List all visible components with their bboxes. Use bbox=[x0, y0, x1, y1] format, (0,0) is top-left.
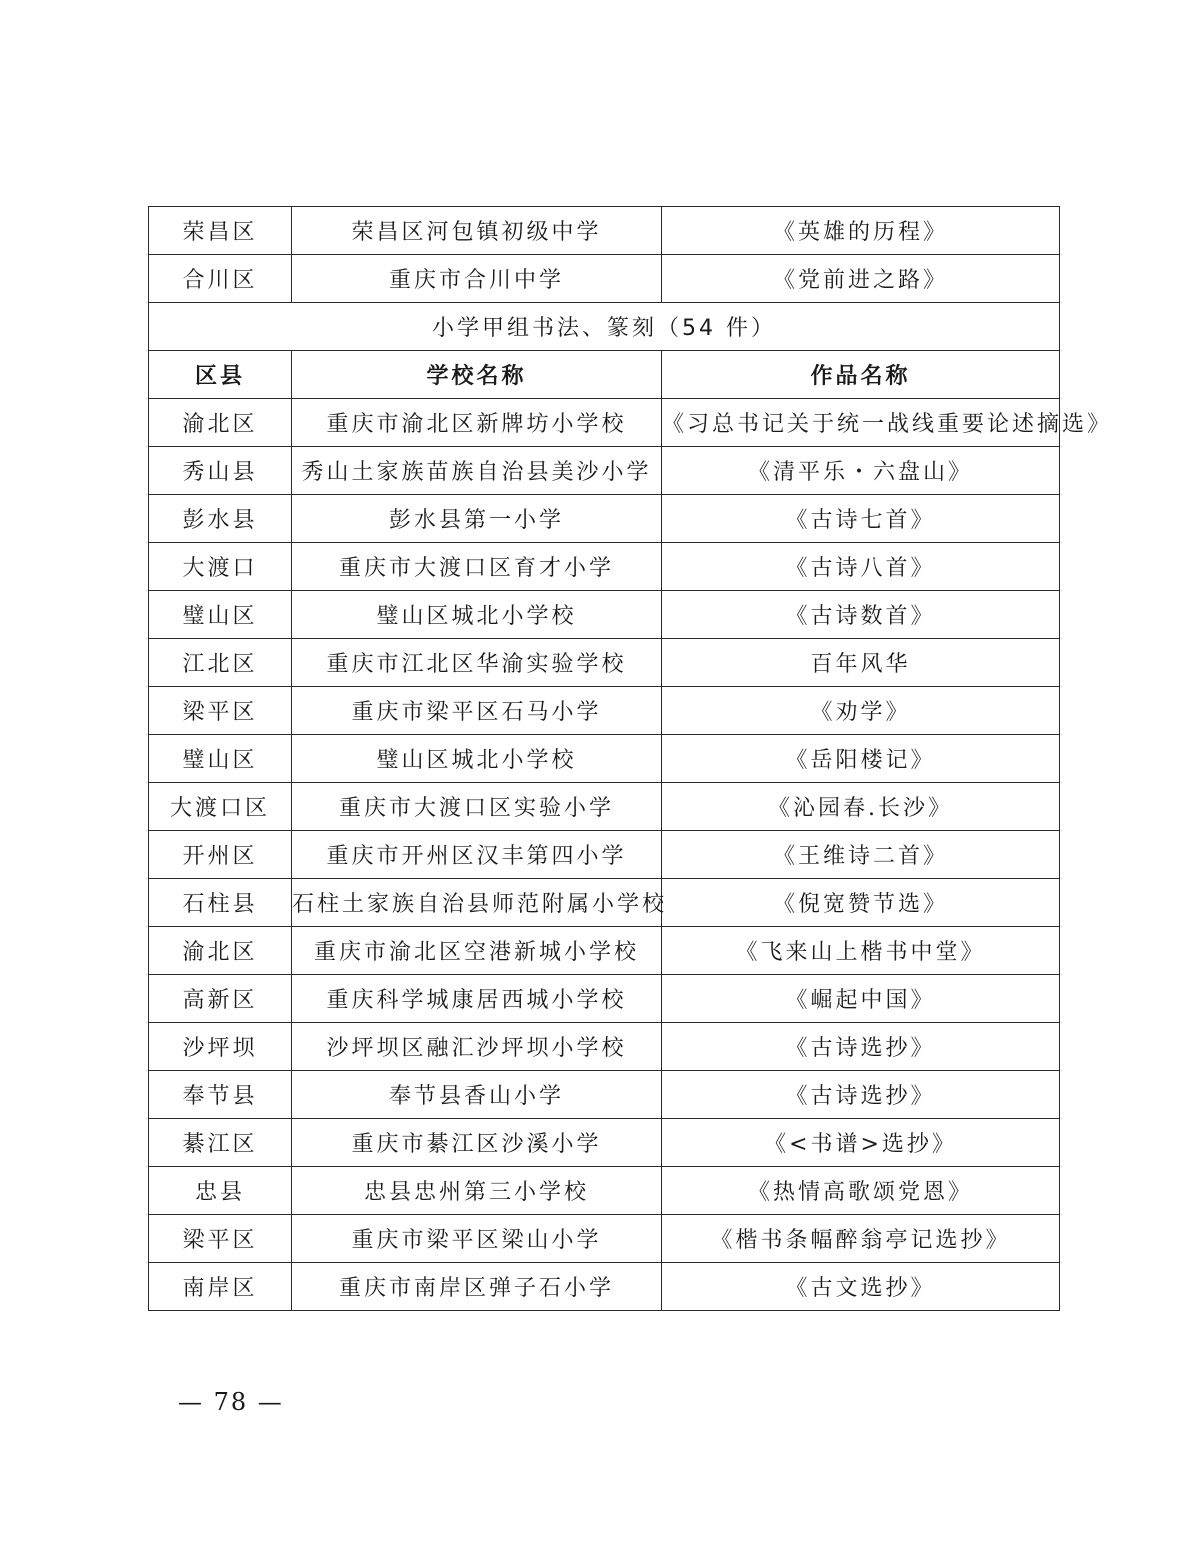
table-row bbox=[149, 207, 1060, 255]
table-row bbox=[149, 255, 1060, 303]
section-title-row bbox=[149, 303, 1060, 351]
cell-school: 荣昌区河包镇初级中学 bbox=[292, 207, 662, 255]
cell-work: 《古诗数首》 bbox=[662, 591, 1060, 639]
page-number: — 78 — bbox=[178, 1388, 284, 1416]
section-title: 小学甲组书法、篆刻（54 件） bbox=[149, 303, 1060, 351]
cell-school: 重庆市大渡口区实验小学 bbox=[292, 783, 662, 831]
cell-school: 忠县忠州第三小学校 bbox=[292, 1167, 662, 1215]
cell-work: 《王维诗二首》 bbox=[662, 831, 1060, 879]
cell-district: 石柱县 bbox=[149, 879, 292, 927]
table-row bbox=[149, 783, 1060, 831]
cell-work: 《热情高歌颂党恩》 bbox=[662, 1167, 1060, 1215]
table-row bbox=[149, 1215, 1060, 1263]
header-row bbox=[149, 351, 1060, 399]
cell-district: 彭水县 bbox=[149, 495, 292, 543]
cell-work: 百年风华 bbox=[662, 639, 1060, 687]
top-rows bbox=[149, 207, 1060, 303]
cell-district: 渝北区 bbox=[149, 927, 292, 975]
cell-district: 綦江区 bbox=[149, 1119, 292, 1167]
cell-school: 璧山区城北小学校 bbox=[292, 735, 662, 783]
awards-table bbox=[148, 206, 1113, 1311]
entry-rows bbox=[149, 399, 1113, 1311]
cell-district: 荣昌区 bbox=[149, 207, 292, 255]
cell-work: 《<书谱>选抄》 bbox=[662, 1119, 1060, 1167]
table-row bbox=[149, 447, 1060, 495]
cell-work: 《古诗七首》 bbox=[662, 495, 1060, 543]
cell-work: 《党前进之路》 bbox=[662, 255, 1060, 303]
cell-work: 《古诗选抄》 bbox=[662, 1023, 1060, 1071]
table-row bbox=[149, 543, 1060, 591]
table-row bbox=[149, 1119, 1060, 1167]
cell-school: 重庆市开州区汉丰第四小学 bbox=[292, 831, 662, 879]
cell-work: 《古文选抄》 bbox=[662, 1263, 1060, 1311]
table-row bbox=[149, 639, 1060, 687]
cell-school: 重庆市江北区华渝实验学校 bbox=[292, 639, 662, 687]
table-row bbox=[149, 831, 1060, 879]
table-row bbox=[149, 1167, 1060, 1215]
cell-school: 石柱土家族自治县师范附属小学校 bbox=[292, 879, 662, 927]
cell-school: 秀山土家族苗族自治县美沙小学 bbox=[292, 447, 662, 495]
table-row bbox=[149, 687, 1060, 735]
table-row bbox=[149, 975, 1060, 1023]
cell-work: 《清平乐・六盘山》 bbox=[662, 447, 1060, 495]
cell-district: 渝北区 bbox=[149, 399, 292, 447]
cell-work: 《英雄的历程》 bbox=[662, 207, 1060, 255]
cell-district: 高新区 bbox=[149, 975, 292, 1023]
cell-district: 南岸区 bbox=[149, 1263, 292, 1311]
cell-school: 沙坪坝区融汇沙坪坝小学校 bbox=[292, 1023, 662, 1071]
cell-work: 《崛起中国》 bbox=[662, 975, 1060, 1023]
cell-district: 奉节县 bbox=[149, 1071, 292, 1119]
section-block bbox=[149, 303, 1060, 399]
table-row bbox=[149, 879, 1060, 927]
cell-school: 璧山区城北小学校 bbox=[292, 591, 662, 639]
cell-school: 重庆市梁平区梁山小学 bbox=[292, 1215, 662, 1263]
cell-district: 合川区 bbox=[149, 255, 292, 303]
cell-school: 重庆科学城康居西城小学校 bbox=[292, 975, 662, 1023]
cell-work: 《古诗选抄》 bbox=[662, 1071, 1060, 1119]
table-row bbox=[149, 735, 1060, 783]
table-row bbox=[149, 1263, 1060, 1311]
cell-school: 奉节县香山小学 bbox=[292, 1071, 662, 1119]
cell-district: 秀山县 bbox=[149, 447, 292, 495]
header-district: 区县 bbox=[149, 351, 292, 399]
table-row bbox=[149, 591, 1060, 639]
table-row bbox=[149, 399, 1060, 447]
cell-school: 重庆市渝北区空港新城小学校 bbox=[292, 927, 662, 975]
table-row bbox=[149, 1023, 1060, 1071]
cell-school: 重庆市合川中学 bbox=[292, 255, 662, 303]
cell-school: 重庆市綦江区沙溪小学 bbox=[292, 1119, 662, 1167]
cell-work: 《倪宽赞节选》 bbox=[662, 879, 1060, 927]
table-row bbox=[149, 495, 1060, 543]
cell-district: 璧山区 bbox=[149, 735, 292, 783]
cell-school: 重庆市南岸区弹子石小学 bbox=[292, 1263, 662, 1311]
cell-work: 《楷书条幅醉翁亭记选抄》 bbox=[662, 1215, 1060, 1263]
cell-district: 大渡口 bbox=[149, 543, 292, 591]
table-row bbox=[149, 927, 1060, 975]
cell-district: 梁平区 bbox=[149, 687, 292, 735]
cell-work: 《劝学》 bbox=[662, 687, 1060, 735]
cell-district: 开州区 bbox=[149, 831, 292, 879]
table-row bbox=[149, 1071, 1060, 1119]
cell-district: 大渡口区 bbox=[149, 783, 292, 831]
cell-district: 璧山区 bbox=[149, 591, 292, 639]
cell-district: 沙坪坝 bbox=[149, 1023, 292, 1071]
cell-work: 《古诗八首》 bbox=[662, 543, 1060, 591]
cell-work: 《习总书记关于统一战线重要论述摘选》 bbox=[662, 399, 1060, 447]
cell-work: 《飞来山上楷书中堂》 bbox=[662, 927, 1060, 975]
cell-district: 江北区 bbox=[149, 639, 292, 687]
header-school: 学校名称 bbox=[292, 351, 662, 399]
cell-work: 《沁园春.长沙》 bbox=[662, 783, 1060, 831]
header-work: 作品名称 bbox=[662, 351, 1060, 399]
cell-district: 梁平区 bbox=[149, 1215, 292, 1263]
cell-school: 重庆市渝北区新牌坊小学校 bbox=[292, 399, 662, 447]
cell-school: 彭水县第一小学 bbox=[292, 495, 662, 543]
cell-district: 忠县 bbox=[149, 1167, 292, 1215]
cell-work: 《岳阳楼记》 bbox=[662, 735, 1060, 783]
cell-school: 重庆市大渡口区育才小学 bbox=[292, 543, 662, 591]
cell-school: 重庆市梁平区石马小学 bbox=[292, 687, 662, 735]
